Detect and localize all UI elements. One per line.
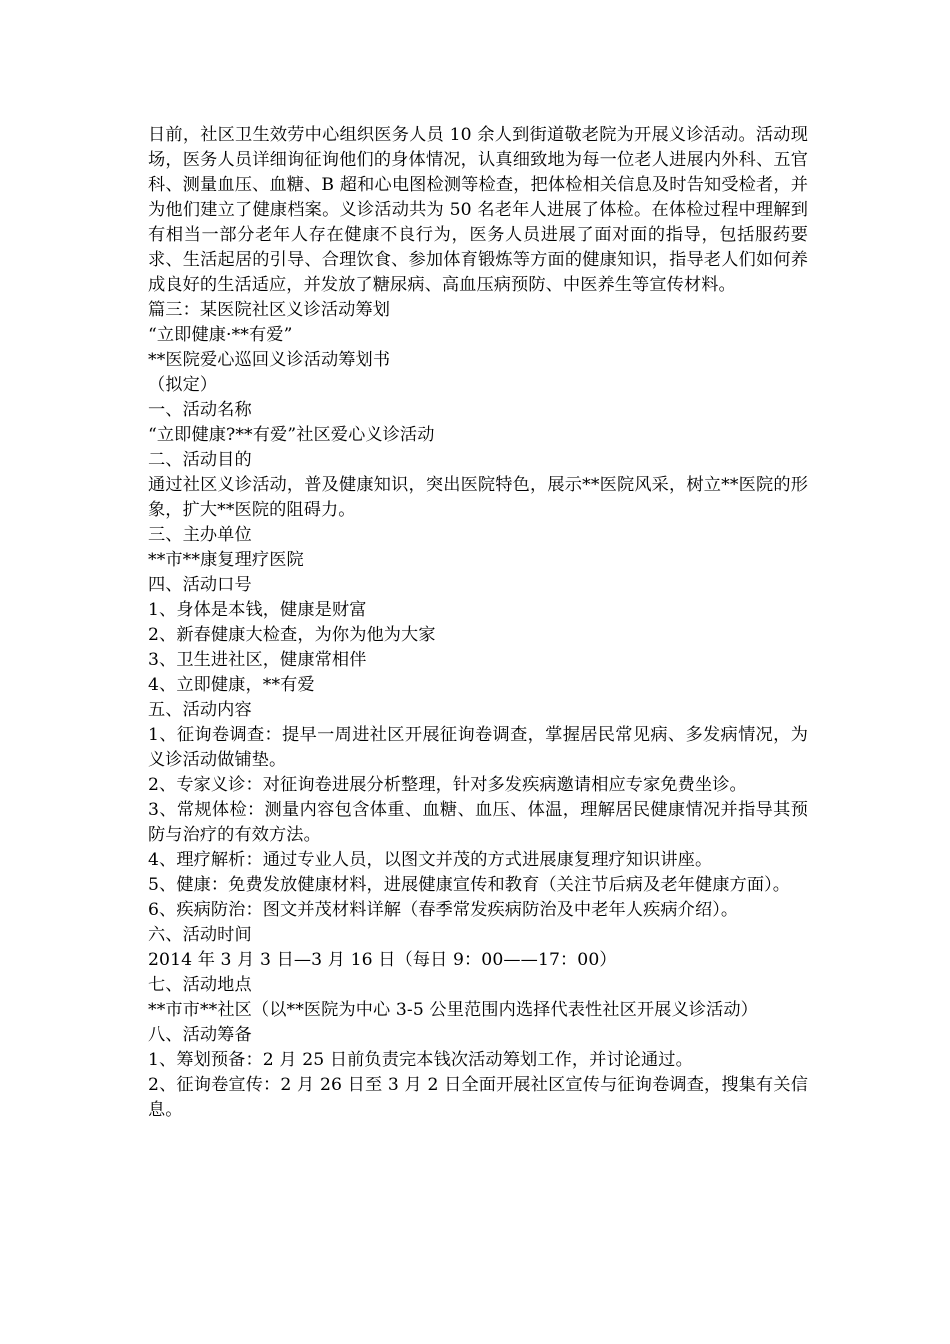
event-slogan-title: “立即健康·**有爱” bbox=[148, 325, 293, 345]
activity-name-text: “立即健康?**有爱”社区爱心义诊活动 bbox=[148, 425, 435, 445]
heading-activity-content: 五、活动内容 bbox=[148, 700, 252, 720]
slogan-item: 4、立即健康，**有爱 bbox=[148, 675, 315, 695]
preparation-item: 1、筹划预备：2 月 25 日前负责完本钱次活动筹划工作，并讨论通过。 bbox=[148, 1050, 693, 1070]
section-title: 篇三：某医院社区义诊活动筹划 bbox=[148, 300, 391, 320]
content-item: 4、理疗解析：通过专业人员，以图文并茂的方式进展康复理疗知识讲座。 bbox=[148, 850, 713, 870]
content-item: 2、专家义诊：对征询卷进展分析整理，针对多发疾病邀请相应专家免费坐诊。 bbox=[148, 775, 747, 795]
activity-location-text: **市市**社区（以**医院为中心 3-5 公里范围内选择代表性社区开展义诊活动） bbox=[148, 1000, 758, 1020]
heading-activity-time: 六、活动时间 bbox=[148, 925, 252, 945]
heading-slogans: 四、活动口号 bbox=[148, 575, 252, 595]
document-page bbox=[148, 123, 808, 1123]
draft-note: （拟定） bbox=[148, 375, 218, 395]
content-item: 6、疾病防治：图文并茂材料详解（春季常发疾病防治及中老年人疾病介绍）。 bbox=[148, 900, 739, 920]
content-item: 5、健康：免费发放健康材料，进展健康宣传和教育（关注节后病及老年健康方面）。 bbox=[148, 875, 791, 895]
slogan-item: 1、身体是本钱，健康是财富 bbox=[148, 600, 367, 620]
slogan-item: 3、卫生进社区，健康常相伴 bbox=[148, 650, 367, 670]
content-item: 1、征询卷调查：提早一周进社区开展征询卷调查，掌握居民常见病、多发病情况，为义诊活动做铺垫。 bbox=[148, 725, 808, 770]
heading-activity-name: 一、活动名称 bbox=[148, 400, 252, 420]
slogan-item: 2、新春健康大检查，为你为他为大家 bbox=[148, 625, 436, 645]
intro-paragraph: 日前，社区卫生效劳中心组织医务人员 10 余人到街道敬老院为开展义诊活动。活动现场，医务人员详细询征询他们的身体情况，认真细致地为每一位老人进展内外科、五官科、测量血压、血糖、B 超和心电图检测等检查，把体检相关信息及时告知受检者，并为他们建立了健康档案。义诊活动共为 50 名老年人进展了体检。在体检过程中理解到有相当一部分老年人存在健康不良行为，医务人员进展了面对面的指导，包括服药要求、生活起居的引导、合理饮食、参加体育锻炼等方面的健康知识，指导老人们如何养成良好的生活适应，并发放了糖尿病、高血压病预防、中医养生等宣传材料。 bbox=[148, 125, 808, 295]
activity-purpose-text: 通过社区义诊活动，普及健康知识，突出医院特色，展示**医院风采，树立**医院的形象，扩大**医院的阻碍力。 bbox=[148, 475, 808, 520]
heading-activity-preparation: 八、活动筹备 bbox=[148, 1025, 252, 1045]
content-item: 3、常规体检：测量内容包含体重、血糖、血压、体温，理解居民健康情况并指导其预防与治疗的有效方法。 bbox=[148, 800, 808, 845]
organizer-text: **市**康复理疗医院 bbox=[148, 550, 304, 570]
heading-activity-location: 七、活动地点 bbox=[148, 975, 252, 995]
plan-title: **医院爱心巡回义诊活动筹划书 bbox=[148, 350, 391, 370]
heading-organizer: 三、主办单位 bbox=[148, 525, 252, 545]
activity-time-text: 2014 年 3 月 3 日—3 月 16 日（每日 9：00——17：00） bbox=[148, 950, 617, 970]
preparation-item: 2、征询卷宣传：2 月 26 日至 3 月 2 日全面开展社区宣传与征询卷调查，搜集有关信息。 bbox=[148, 1075, 808, 1120]
heading-activity-purpose: 二、活动目的 bbox=[148, 450, 252, 470]
